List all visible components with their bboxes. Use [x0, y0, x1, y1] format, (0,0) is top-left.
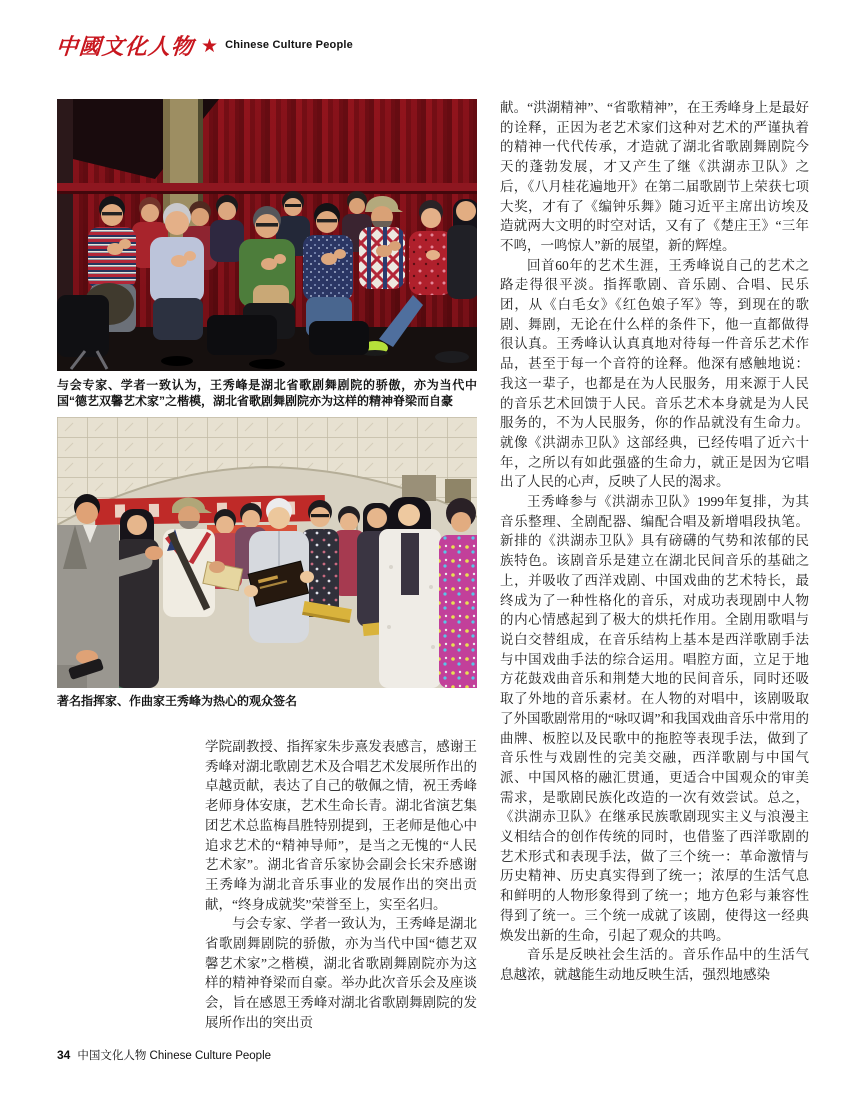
article-paragraph: 王秀峰参与《洪湖赤卫队》1999年复排，为其音乐整理、全剧配器、编配合唱及新增唱段执笔。新排的《洪湖赤卫队》具有磅礴的气势和浓郁的民族特色。该剧音乐是建立在湖北民间音乐的基础之上，并吸收了西洋戏剧、中国戏曲的艺术特长，最终成为了一种性格化的音乐，对成功表现剧中人物的内心情感起到了极大的烘托作用。全剧用歌唱与说白交替组成，在音乐结构上基本是西洋歌剧手法与中国戏曲手法的综合运用。唱腔方面，立足于地方花鼓戏曲音乐和荆楚大地的民间音乐，同时还吸取了外地的音乐素材。在人物的对唱中，该剧吸取了外国歌剧常用的“咏叹调”和我国戏曲音乐中常用的曲牌、板腔以及民歌中的拖腔等表现手法，做到了音乐性与戏剧性的完美交融，西洋歌剧与中国气派、中国风格的融汇贯通，更适合中国观众的审美需求，是歌剧民族化改造的一次有效尝试。总之，《洪湖赤卫队》在继承民族歌剧现实主义与浪漫主义相结合的创作传统的同时，也借鉴了西洋歌剧的艺术形式和表现手法，做了三个统一：革命激情与历史精神、历史真实得到了统一；浓厚的生活气息和鲜明的人物形象得到了统一；地方色彩与兼容性得到了统一。三个统一成就了该剧，使得这一经典焕发出新的生命，引起了观众的共鸣。 [500, 494, 809, 943]
crowd-member-dark-coat [115, 509, 159, 688]
audience-member-khaki-cap [359, 196, 405, 289]
masthead [56, 30, 353, 60]
footer-magazine-name: 中国文化人物 Chinese Culture People [77, 1050, 272, 1062]
signing-scene-illustration [57, 417, 477, 688]
article-paragraph: 音乐是反映社会生活的。音乐作品中的生活气息越浓，就越能生动地反映生活，强烈地感染 [500, 947, 809, 982]
page-number: 34 [57, 1048, 71, 1062]
photo-signing-scene [57, 417, 477, 688]
magazine-logo-english: Chinese Culture People [225, 39, 353, 51]
article-paragraph: 与会专家、学者一致认为，王秀峰是湖北省歌剧舞剧院的骄傲，亦为当代中国“德艺双馨艺术家”之楷模，湖北省歌剧舞剧院亦为这样的精神脊梁而自豪。举办此次音乐会及座谈会，旨在感恩王秀峰对湖北省歌剧舞剧院的发展所作出的突出贡 [205, 916, 477, 1030]
theater-audience-illustration [57, 99, 477, 371]
page-footer [57, 1047, 271, 1063]
article-left-column [205, 737, 477, 1033]
photo-caption-2: 著名指挥家、作曲家王秀峰为热心的观众签名 [57, 694, 298, 708]
photo-theater-audience [57, 99, 477, 371]
article-paragraph: 回首60年的艺术生涯，王秀峰说自己的艺术之路走得很平淡。指挥歌剧、音乐剧、合唱、民乐团，从《白毛女》《红色娘子军》等，到现在的歌剧、舞剧，无论在什么样的条件下，他一直都做得很认真。王秀峰认认真真地对待每一件音乐艺术作品，甚至于每一个音符的诠释。他深有感触地说：我这一辈子，也都是在为人民服务，用来源于人民的音乐艺术回馈于人民。音乐艺术本身就是为人民服务的，不为人民服务，你的作品就没有生命力。就像《洪湖赤卫队》这部经典，已经传唱了近六十年，之所以有如此强盛的生命力，就正是因为它唱出了人民的心声，反映了人民的渴求。 [500, 257, 809, 490]
magazine-logo-chinese: 中國文化人物 [54, 33, 195, 60]
article-paragraph: 献。“洪湖精神”、“省歌精神”，在王秀峰身上是最好的诠释，正因为老艺术家们这种对艺术的严谨执着的精神一代代传承，才造就了湖北省歌剧舞剧院今天的蓬勃发展，才又产生了继《洪湖赤卫队》之后，《八月桂花遍地开》在第二届歌剧节上荣获七项大奖，才有了《编钟乐舞》随习近平主席出访埃及造就两大文明的时空对话，又有了《楚庄王》“三年不鸣，一鸣惊人”新的展望，新的辉煌。 [500, 100, 809, 253]
article-paragraph: 学院副教授、指挥家朱步熹发表感言，感谢王秀峰对湖北歌剧艺术及合唱艺术发展所作出的卓越贡献，表达了自己的敬佩之情，祝王秀峰老师身体安康，艺术生命长青。湖北省演艺集团艺术总监梅昌胜特别提到，王老师是他心中追求艺术的“精神导师”，是当之无愧的“人民艺术家”。湖北省音乐家协会副会长宋乔感谢王秀峰为湖北音乐事业的发展作出的突出贡献，“终身成就奖”荣誉至上，实至名归。 [205, 739, 477, 912]
star-icon: ★ [201, 35, 219, 57]
article-right-column [500, 98, 809, 985]
photo-caption-1: 与会专家、学者一致认为，王秀峰是湖北省歌剧舞剧院的骄傲，亦为当代中国“德艺双馨艺术家”之楷模，湖北省歌剧舞剧院亦为这样的精神脊梁而自豪 [57, 378, 477, 408]
